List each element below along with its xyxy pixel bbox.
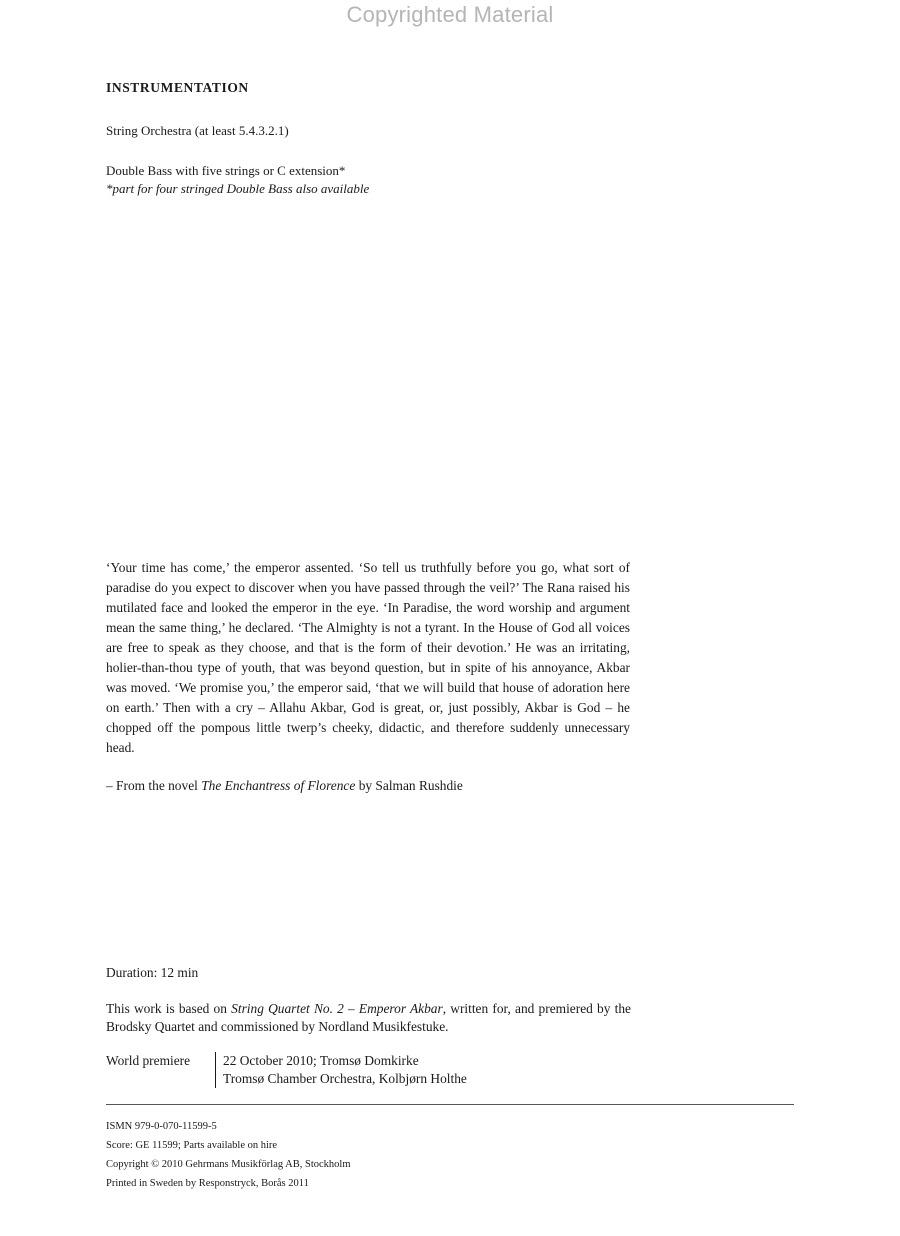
ismn: ISMN 979-0-070-11599-5 — [106, 1121, 217, 1132]
novel-quote — [106, 558, 630, 758]
based-on-suffix: , written for, and premiered by the Brodsky Quartet and commissioned by Nordland Musikfestuke. — [106, 1001, 631, 1034]
premiere-details — [215, 1052, 467, 1088]
attribution-suffix: by Salman Rushdie — [358, 778, 463, 793]
copyright-line: Copyright © 2010 Gehrmans Musikförlag AB, Stockholm — [106, 1159, 351, 1170]
novel-title: The Enchantress of Florence — [201, 778, 356, 793]
quartet-title: String Quartet No. 2 – Emperor Akbar — [231, 1001, 443, 1016]
copyright-watermark: Copyrighted Material — [346, 2, 554, 27]
world-premiere — [106, 1052, 467, 1088]
attribution-prefix: – From the novel — [106, 778, 198, 793]
quote-text: ‘Your time has come,’ the emperor assented. ‘So tell us truthfully before you go, what sort of paradise do you expect to discover when you have passed through the veil?’ The Rana raised his mutilated face and looked the emperor in the eye. ‘In Paradise, the word worship and argument mean the same thing,’ he declared. ‘The Almighty is not a tyrant. In the House of God all voices are free to speak as they choose, and that is the form of their devotion.’ He was an irritating, holier-than-thou type of youth, that was beyond question, but in spite of his annoyance, Akbar was moved. ‘We promise you,’ the emperor said, ‘that we will build that house of adoration here on earth.’ Then with a cry – Allahu Akbar, God is great, or, just possibly, Akbar is God – he chopped off the pompous little twerp’s cheeky, didactic, and therefore suddenly unnecessary head. — [106, 560, 630, 755]
quote-attribution — [106, 778, 463, 794]
premiere-performers: Tromsø Chamber Orchestra, Kolbjørn Holthe — [223, 1071, 467, 1086]
based-on-prefix: This work is based on — [106, 1001, 227, 1016]
duration: Duration: 12 min — [106, 965, 199, 980]
based-on-note — [106, 1000, 631, 1036]
colophon — [106, 1117, 351, 1193]
premiere-date-place: 22 October 2010; Tromsø Domkirke — [223, 1053, 419, 1068]
divider — [106, 1104, 794, 1105]
premiere-label: World premiere — [106, 1053, 191, 1068]
printed-line: Printed in Sweden by Responstryck, Borås 2011 — [106, 1178, 309, 1189]
double-bass-line: Double Bass with five strings or C extension* — [106, 163, 346, 178]
double-bass-footnote: *part for four stringed Double Bass also available — [106, 181, 370, 196]
score-info: Score: GE 11599; Parts available on hire — [106, 1140, 278, 1151]
orchestra-line: String Orchestra (at least 5.4.3.2.1) — [106, 123, 289, 138]
instrumentation-heading: INSTRUMENTATION — [106, 80, 249, 95]
